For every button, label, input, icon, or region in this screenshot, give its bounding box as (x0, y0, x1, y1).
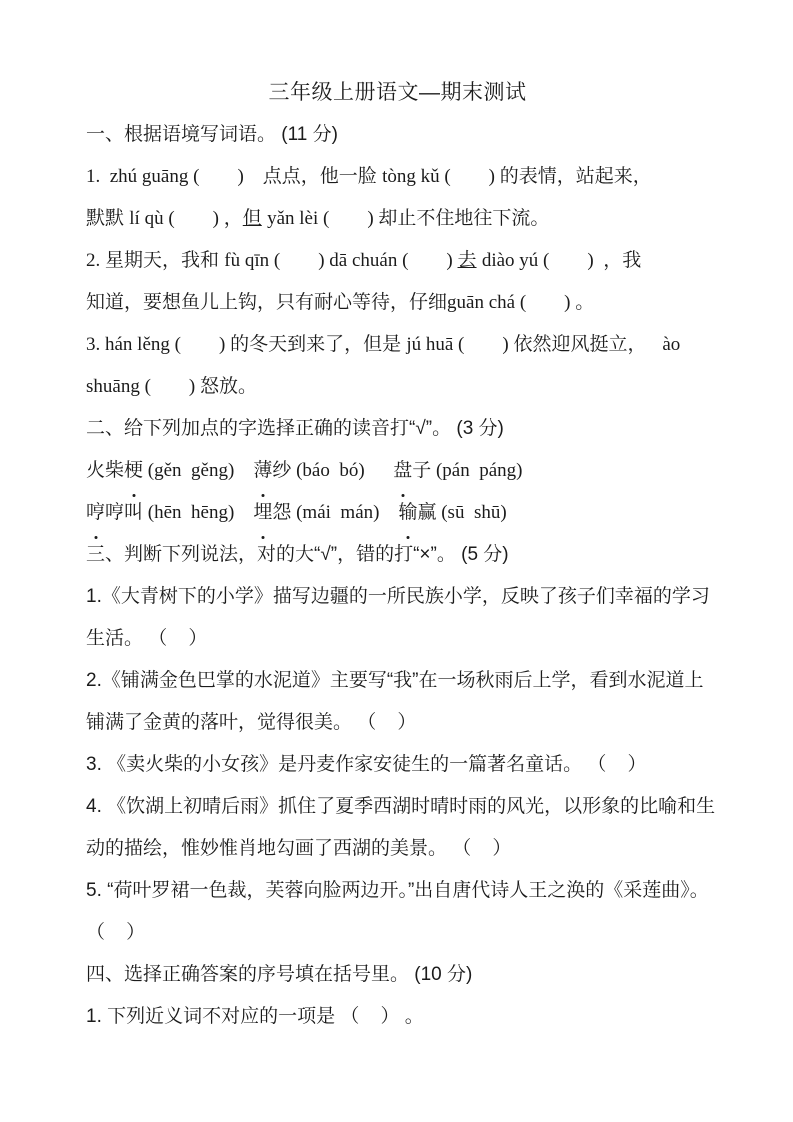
pinyin-text: shuāng ( ) (86, 376, 200, 397)
chinese-text: 生活。 （ ） (86, 628, 208, 649)
pinyin-text: hán lěng ( ) (105, 334, 231, 355)
question-line (86, 828, 709, 870)
chinese-text: 输 (398, 492, 417, 534)
chinese-text: 铺满了金黄的落叶，觉得很美。 （ ） (86, 712, 417, 733)
chinese-text: （ ） (86, 922, 146, 943)
question-line (86, 660, 709, 702)
chinese-text: 但 (242, 208, 262, 229)
question-line (86, 786, 716, 828)
question-line (86, 240, 709, 282)
question-line (86, 156, 709, 198)
chinese-text: 2.《铺满金色巴掌的水泥道》主要写“我”在一场秋雨后上学，看到水泥道上 (86, 670, 704, 691)
chinese-text: 。 (575, 292, 595, 313)
question-line (86, 576, 709, 618)
question-line (86, 702, 709, 744)
chinese-text: 一、根据语境写词语。 (11 分) (86, 124, 338, 145)
chinese-text: 四、选择正确答案的序号填在括号里。 (10 分) (86, 964, 473, 985)
pinyin-text: 1. (86, 166, 110, 187)
chinese-text: 怒放。 (199, 376, 257, 397)
question-line (86, 366, 709, 408)
chinese-text: 盘 (393, 450, 412, 492)
question-line (86, 198, 709, 240)
chinese-text: 子 (412, 460, 432, 481)
chinese-text: 火柴 (86, 460, 125, 481)
question-line (86, 492, 709, 534)
document-body (86, 114, 716, 1038)
section-heading (86, 534, 709, 576)
chinese-text: 哼 (86, 492, 105, 534)
chinese-text: 薄 (253, 450, 272, 492)
pinyin-text: tòng kǔ ( ) (382, 166, 500, 187)
section-heading (86, 408, 709, 450)
section-heading (86, 114, 709, 156)
pinyin-text: diào yú ( ) (481, 250, 604, 271)
chinese-text: 点点，他一脸 (262, 166, 383, 187)
chinese-text: 哼叫 (105, 502, 144, 523)
chinese-text: 星期天，我和 (105, 250, 225, 271)
pinyin-text: jú huā ( ) (406, 334, 514, 355)
chinese-text: 却止不住地往下流。 (378, 208, 550, 229)
question-line (86, 912, 709, 954)
chinese-text: 4. 《饮湖上初晴后雨》抓住了夏季西湖时晴时雨的风光，以形象的比喻和生 (86, 796, 716, 817)
question-line (86, 744, 709, 786)
question-line (86, 450, 709, 492)
chinese-text: 的冬天到来了，但是 (230, 334, 407, 355)
chinese-text: 纱 (272, 460, 292, 481)
pinyin-text: 3. (86, 334, 105, 355)
chinese-text: 依然迎风挺立， (513, 334, 663, 355)
chinese-text: 1.《大青树下的小学》描写边疆的一所民族小学，反映了孩子们幸福的学习 (86, 586, 710, 607)
chinese-text: 三、判断下列说法，对的大“√”，错的打“×”。 (5 分) (86, 544, 509, 565)
question-line (86, 324, 709, 366)
pinyin-text: guān chá ( ) (447, 292, 576, 313)
chinese-text: 埋 (253, 492, 272, 534)
chinese-text: 怨 (272, 502, 292, 523)
pinyin-text: ào (662, 334, 681, 355)
chinese-text: ， (223, 208, 243, 229)
pinyin-text: fù qīn ( ) (224, 250, 330, 271)
section-heading (86, 954, 709, 996)
chinese-text: 知道，要想鱼儿上钩，只有耐心等待，仔细 (86, 292, 448, 313)
pinyin-text: (hēn hēng) (143, 502, 254, 523)
pinyin-text: zhú guāng ( ) (109, 166, 263, 187)
pinyin-text: (mái mán) (291, 502, 399, 523)
question-line (86, 870, 709, 912)
chinese-text: 去 (457, 250, 477, 271)
chinese-text: 动的描绘，惟妙惟肖地勾画了西湖的美景。 （ ） (86, 838, 512, 859)
question-line (86, 996, 709, 1038)
chinese-text: 二、给下列加点的字选择正确的读音打“√”。 (3 分) (86, 418, 504, 439)
pinyin-text: yǎn lèi ( ) (267, 208, 379, 229)
question-line (86, 282, 709, 324)
chinese-text: 梗 (124, 450, 143, 492)
pinyin-text: (sū shū) (436, 502, 507, 523)
chinese-text: ，我 (603, 250, 642, 271)
chinese-text: 的表情，站起来， (499, 166, 652, 187)
chinese-text: 5. “荷叶罗裙一色裁，芙蓉向脸两边开。”出自唐代诗人王之涣的《采莲曲》。 (86, 880, 709, 901)
chinese-text: 3. 《卖火柴的小女孩》是丹麦作家安徒生的一篇著名童话。 （ ） (86, 754, 647, 775)
pinyin-text: lí qù ( ) (129, 208, 224, 229)
chinese-text: 默默 (86, 208, 130, 229)
chinese-text: 1. 下列近义词不对应的一项是 （ ） 。 (86, 1006, 424, 1027)
pinyin-text: (gěn gěng) (143, 460, 254, 481)
chinese-text: 赢 (417, 502, 437, 523)
pinyin-text: (pán páng) (431, 460, 523, 481)
document-title: 三年级上册语文—期末测试 (268, 81, 527, 104)
question-line (86, 618, 709, 660)
pinyin-text: (báo bó) (291, 460, 394, 481)
pinyin-text: 2. (86, 250, 105, 271)
pinyin-text: dā chuán ( ) (329, 250, 458, 271)
